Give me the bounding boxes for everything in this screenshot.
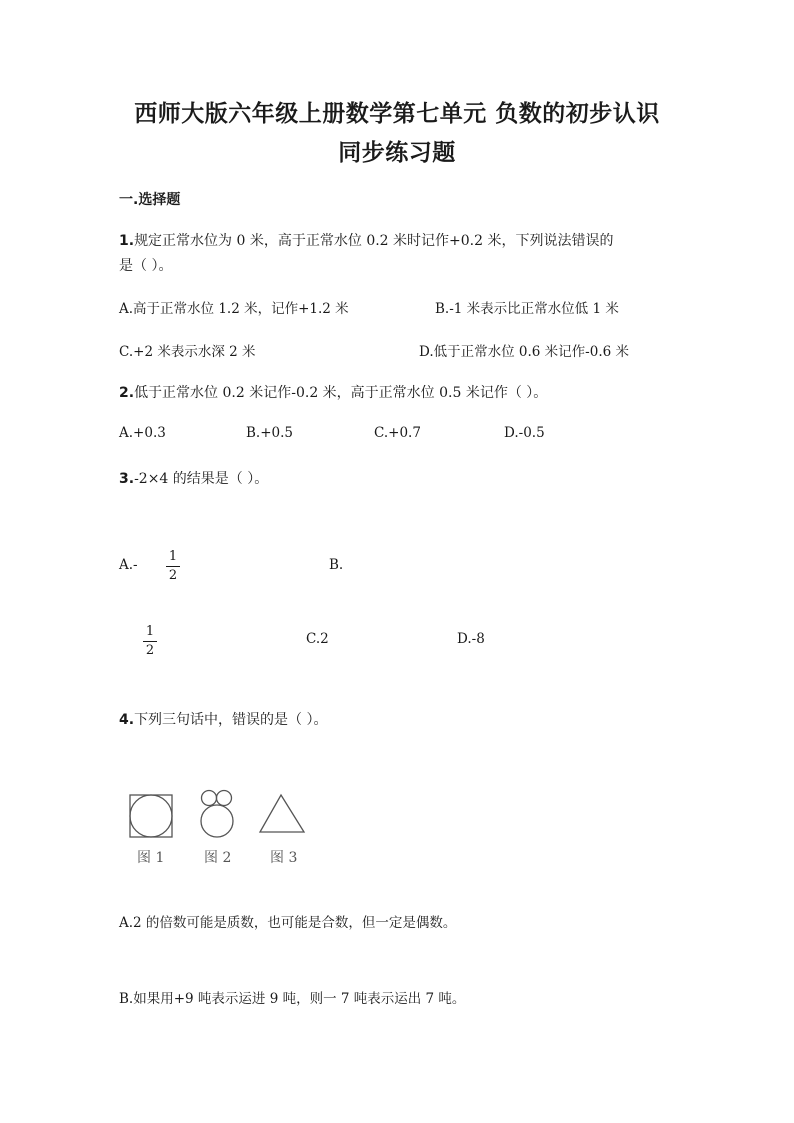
question-3-option-d[interactable]: D.-8 — [457, 631, 485, 647]
page-subtitle: 同步练习题 — [338, 140, 456, 166]
fraction-bar — [166, 566, 180, 567]
question-3 — [119, 468, 268, 488]
figure-3-triangle — [260, 795, 304, 832]
figure-1-caption: 图 1 — [137, 850, 165, 866]
figure-2-circles — [201, 791, 233, 838]
fraction-numerator: 1 — [168, 549, 178, 564]
question-1-text: 规定正常水位为 0 米，高于正常水位 0.2 米时记作+0.2 米，下列说法错误的 — [134, 233, 614, 249]
question-1-option-d[interactable]: D.低于正常水位 0.6 米记作-0.6 米 — [419, 344, 630, 360]
question-2-number: 2. — [119, 385, 135, 401]
section-heading: 一.选择题 — [119, 192, 181, 208]
question-1-option-c[interactable]: C.+2 米表示水深 2 米 — [119, 344, 256, 360]
question-4-text: 下列三句话中，错误的是（ ）。 — [134, 712, 328, 728]
fraction-denominator: 2 — [168, 568, 178, 583]
question-4-figures — [120, 785, 320, 845]
fraction-denominator: 2 — [145, 643, 155, 658]
fraction-numerator: 1 — [145, 624, 155, 639]
question-2-text: 低于正常水位 0.2 米记作-0.2 米，高于正常水位 0.5 米记作（ ）。 — [134, 385, 548, 401]
question-3-option-b-prefix[interactable]: B. — [329, 557, 344, 573]
question-3-option-a-prefix[interactable]: A.- — [119, 557, 138, 573]
question-2 — [119, 382, 547, 402]
question-4-option-b[interactable]: B.如果用+9 吨表示运进 9 吨，则一 7 吨表示运出 7 吨。 — [119, 991, 466, 1007]
question-1-option-a[interactable]: A.高于正常水位 1.2 米，记作+1.2 米 — [119, 301, 349, 317]
figure-3-caption: 图 3 — [270, 850, 298, 866]
question-2-option-c[interactable]: C.+0.7 — [374, 425, 421, 441]
figure-2-caption: 图 2 — [204, 850, 232, 866]
question-2-option-a[interactable]: A.+0.3 — [119, 425, 166, 441]
question-3-text: -2×4 的结果是（ ）。 — [134, 471, 269, 487]
question-1-number: 1. — [119, 233, 135, 249]
question-4 — [119, 709, 328, 729]
question-1 — [119, 230, 613, 250]
figure-1-square-circle — [130, 795, 172, 837]
question-3-number: 3. — [119, 471, 135, 487]
question-1-text-line2: 是（ ）。 — [119, 258, 173, 274]
question-3-option-c[interactable]: C.2 — [306, 631, 329, 647]
question-4-option-a[interactable]: A.2 的倍数可能是质数，也可能是合数，但一定是偶数。 — [119, 915, 457, 931]
question-2-option-b[interactable]: B.+0.5 — [246, 425, 293, 441]
fraction-bar — [143, 641, 157, 642]
page-title: 西师大版六年级上册数学第七单元 负数的初步认识 — [134, 101, 660, 127]
question-2-option-d[interactable]: D.-0.5 — [504, 425, 545, 441]
question-4-number: 4. — [119, 712, 135, 728]
question-3-option-b-fraction — [143, 625, 157, 658]
question-1-option-b[interactable]: B.-1 米表示比正常水位低 1 米 — [435, 301, 619, 317]
question-3-option-a-fraction — [166, 550, 180, 583]
